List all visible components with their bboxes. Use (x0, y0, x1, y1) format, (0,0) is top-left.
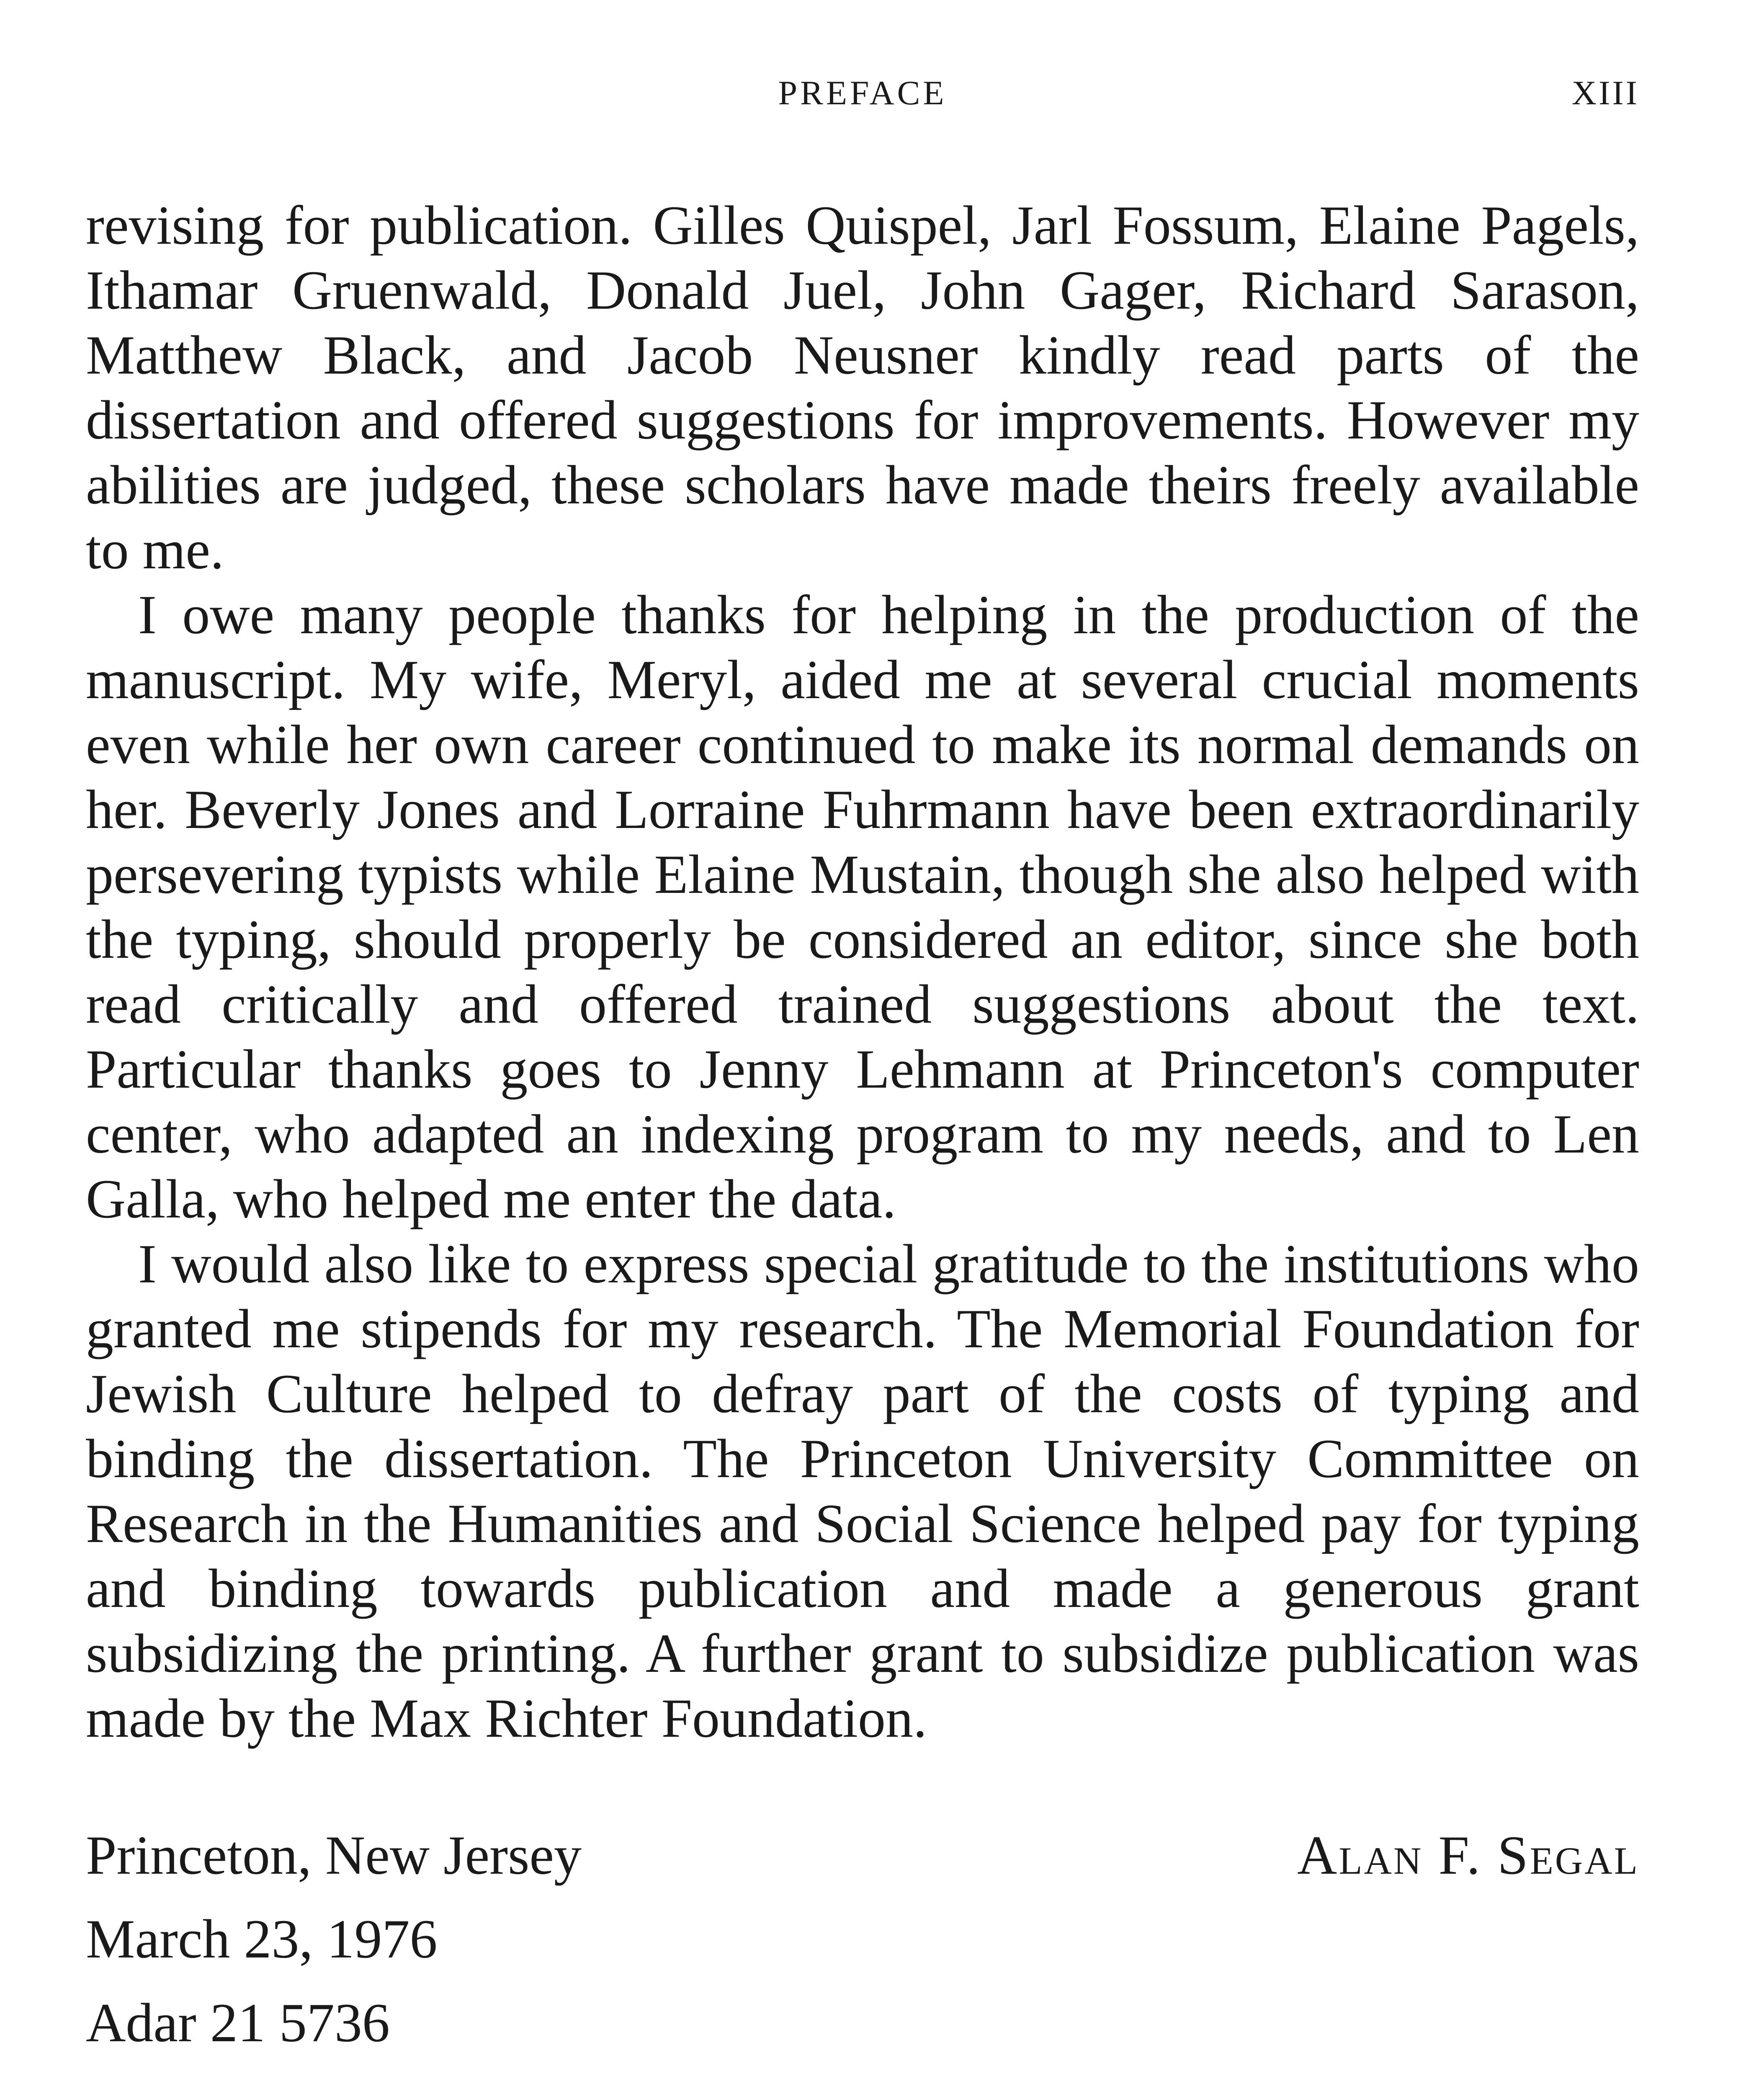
signoff-block (86, 1813, 1639, 2065)
author-name: Alan F. Segal (1297, 1824, 1639, 1886)
signoff-place: Princeton, New Jersey (86, 1824, 582, 1886)
page-number: XIII (1571, 74, 1639, 112)
signoff-date: March 23, 1976 (86, 1908, 438, 1970)
paragraph-continued: revising for publication. Gilles Quispel, Jarl Fossum, Elaine Pagels, Ithamar Gruenwald, Donald Juel, John Gager, Richard Sarason, Matthew Black, and Jacob Neusner kindly read parts of the dissertation and offered suggestions for improvements. However my abilities are judged, these scholars have made theirs freely available to me. (86, 194, 1639, 580)
preface-body (86, 193, 1639, 1751)
running-head (86, 73, 1639, 124)
signoff-hebrew-date: Adar 21 5736 (86, 1992, 390, 2053)
paragraph-institutions: I would also like to express special gratitude to the institutions who granted me stipends for my research. The Memorial Foundation for Jewish Culture helped to defray part of the costs of typing and binding the dissertation. The Princeton University Committee on Research in the Humanities and Social Science helped pay for typing and binding towards publication and made a generous grant subsidizing the printing. A further grant to subsidize publication was made by the Max Richter Foundation. (86, 1233, 1639, 1749)
running-title: PREFACE (778, 74, 947, 112)
paragraph-acknowledgements: I owe many people thanks for helping in the production of the manuscript. My wife, Meryl, aided me at several crucial moments even while her own career continued to make its normal demands on her. Beverly Jones and Lorraine Fuhrmann have been extraordinarily persevering typists while Elaine Mustain, though she also helped with the typing, should properly be considered an editor, since she both read critically and offered trained suggestions about the text. Particular thanks goes to Jenny Lehmann at Princeton's computer center, who adapted an indexing program to my needs, and to Len Galla, who helped me enter the data. (86, 584, 1639, 1230)
